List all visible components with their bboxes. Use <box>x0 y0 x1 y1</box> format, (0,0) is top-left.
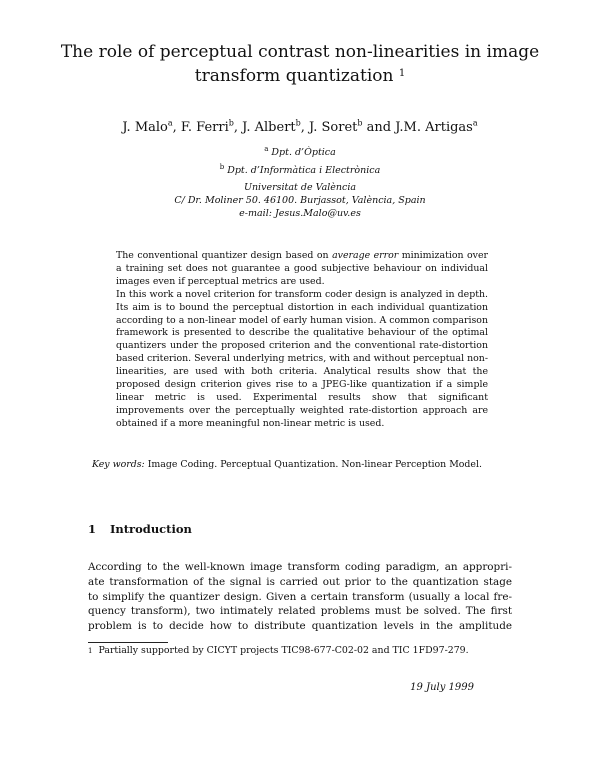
author <box>181 120 242 135</box>
affiliation-a-mark: a <box>264 144 269 153</box>
affiliation-mark: b <box>357 118 363 128</box>
author-list <box>40 118 560 138</box>
author-name: J. Albert <box>242 120 296 135</box>
email: e-mail: Jesus.Malo@uv.es <box>239 208 361 219</box>
university: Universitat de València <box>243 182 357 193</box>
keywords-label: Key words: <box>92 459 145 470</box>
author <box>309 120 395 135</box>
affiliation-mark: a <box>472 118 478 128</box>
title-line-2-text: transform quantization <box>194 66 394 86</box>
paper-title <box>60 40 540 88</box>
footnote <box>88 645 518 657</box>
affiliation-a <box>100 146 500 160</box>
affiliation-b <box>100 164 500 178</box>
address: C/ Dr. Moliner 50. 46100. Burjassot, València, Spain <box>174 195 426 206</box>
author <box>242 120 309 135</box>
author-separator: and <box>362 120 396 135</box>
section-heading <box>88 522 192 536</box>
author <box>122 120 181 135</box>
section-number: 1 <box>88 522 97 536</box>
body-line: to simplify the quantizer design. Given a certain transform (usually a local fre- <box>88 590 512 603</box>
footnote-mark: 1 <box>88 647 93 655</box>
date: 19 July 1999 <box>410 682 474 693</box>
affiliation-mark: a <box>167 118 173 128</box>
author <box>395 120 477 135</box>
abstract-text: The conventional quantizer design based on <box>116 250 333 261</box>
keywords-text: Image Coding. Perceptual Quantization. Non-linear Perception Model. <box>147 459 482 470</box>
keywords <box>92 458 512 471</box>
abstract-paragraph-2: In this work a novel criterion for transform coder design is analyzed in depth. Its aim is to bound the perceptual distortion in each individual quantization according to a non-linear model of early human vision. A common comparison framework is presented to describe the qualitative behaviour of the optimal quantizers under the proposed criterion and the conventional rate-distortion based criterion. Several underlying metrics, with and without perceptual non-linearities, are used with both criteria. Analytical results show that the proposed design criterion gives rise to a JPEG-like quantization if a simple linear metric is used. Experimental results show that significant improvements over the perceptually weighted rate-distortion approach are obtained if a more meaningful non-linear metric is used. <box>116 288 488 429</box>
author-separator: , <box>233 120 243 135</box>
affiliation-b-mark: b <box>219 162 225 171</box>
body-paragraph <box>88 560 512 634</box>
author-name: J. Malo <box>122 120 168 135</box>
footnote-text: Partially supported by CICYT projects TIC98-677-C02-02 and TIC 1FD97-279. <box>98 645 469 656</box>
title-line-1: The role of perceptual contrast non-linearities in image <box>60 42 540 62</box>
title-line-2 <box>60 64 540 88</box>
affiliation-mark: b <box>295 118 301 128</box>
body-line: problem is to decide how to distribute quantization levels in the amplitude <box>88 620 512 633</box>
title-footnote-mark: 1 <box>398 68 406 79</box>
author-name: F. Ferri <box>180 120 229 135</box>
body-line: According to the well-known image transform coding paradigm, an appropri- <box>88 561 512 573</box>
abstract-text: minimization over a training set does not guarantee a good subjective behaviour on individual images even if perceptual metrics are used. <box>116 250 488 287</box>
affiliation-b-text: Dpt. d’Informàtica i Electrònica <box>227 165 381 176</box>
author-name: J.M. Artigas <box>395 120 473 135</box>
abstract <box>116 250 488 431</box>
author-separator: , <box>172 120 181 135</box>
abstract-paragraph-1 <box>116 250 488 289</box>
abstract-emphasis: average error <box>332 250 399 261</box>
section-title: Introduction <box>110 522 192 536</box>
body-line: ate transformation of the signal is carried out prior to the quantization stage <box>88 575 512 588</box>
body-line: quency transform), two intimately related problems must be solved. The first <box>88 605 512 618</box>
author-separator: , <box>300 120 310 135</box>
affiliation-mark: b <box>228 118 234 128</box>
affiliation-a-text: Dpt. d’Òptica <box>271 147 336 158</box>
footnote-rule <box>88 642 168 643</box>
author-name: J. Soret <box>309 120 358 135</box>
